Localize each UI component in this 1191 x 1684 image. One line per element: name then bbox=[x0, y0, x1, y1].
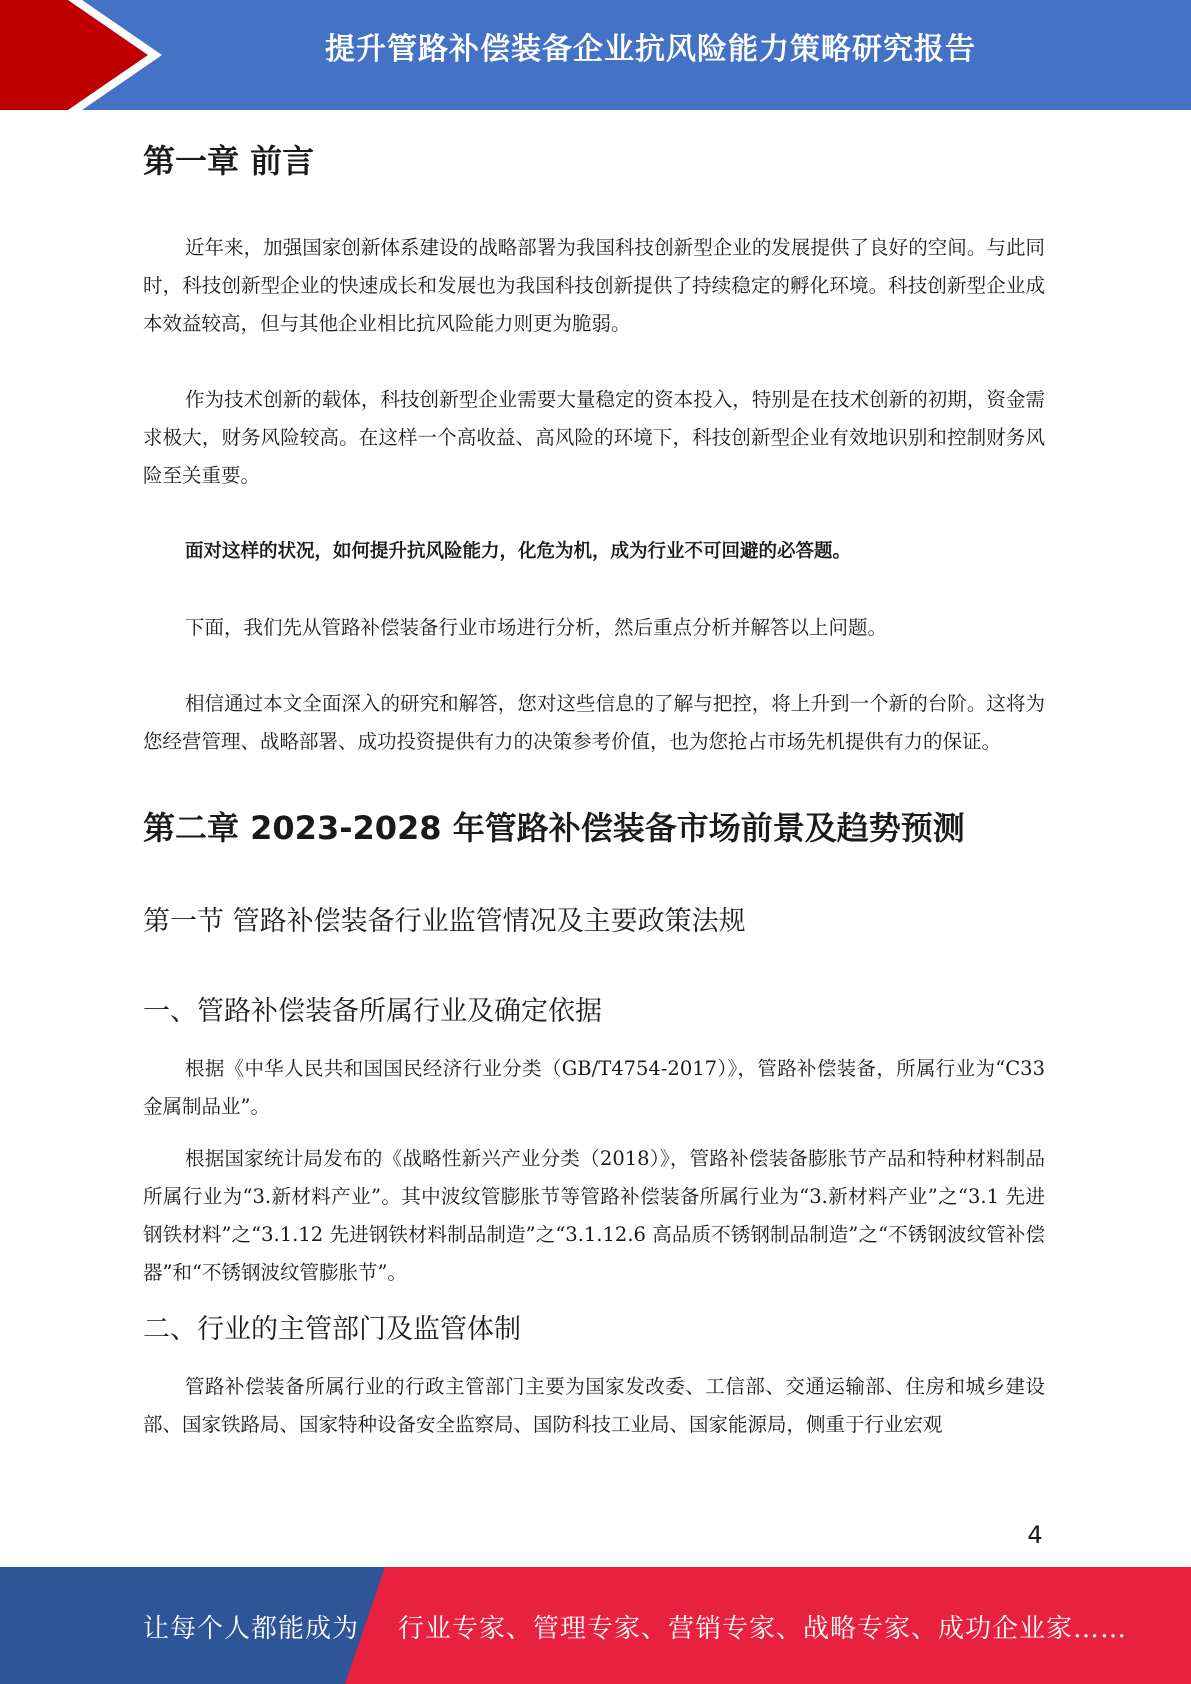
report-title: 提升管路补偿装备企业抗风险能力策略研究报告 bbox=[325, 32, 976, 67]
page-number: 4 bbox=[1027, 1521, 1043, 1549]
subsection2-heading: 二、行业的主管部门及监管体制 bbox=[143, 1314, 521, 1345]
chapter1-paragraph-2: 作为技术创新的载体，科技创新型企业需要大量稳定的资本投入，特别是在技术创新的初期，资金需求极大，财务风险较高。在这样一个高收益、高风险的环境下，科技创新型企业有效地识别和控制财务风险至关重要。 bbox=[143, 388, 1045, 487]
footer-banner bbox=[0, 1567, 1191, 1684]
footer-slogan-right: 行业专家、管理专家、营销专家、战略专家、成功企业家…… bbox=[398, 1614, 1128, 1644]
chapter1-heading: 第一章 前言 bbox=[143, 142, 315, 180]
chapter1-paragraph-1: 近年来，加强国家创新体系建设的战略部署为我国科技创新型企业的发展提供了良好的空间。与此同时，科技创新型企业的快速成长和发展也为我国科技创新提供了持续稳定的孵化环境。科技创新型企业成本效益较高，但与其他企业相比抗风险能力则更为脆弱。 bbox=[143, 236, 1045, 335]
header-banner bbox=[0, 0, 1191, 110]
subsection1-paragraph-1: 根据《中华人民共和国国民经济行业分类（GB/T4754-2017）》，管路补偿装备，所属行业为“C33 金属制品业”。 bbox=[143, 1057, 1045, 1118]
subsection2-paragraph-1: 管路补偿装备所属行业的行政主管部门主要为国家发改委、工信部、交通运输部、住房和城乡建设部、国家铁路局、国家特种设备安全监察局、国防科技工业局、国家能源局，侧重于行业宏观 bbox=[143, 1375, 1045, 1436]
chapter1-paragraph-5: 相信通过本文全面深入的研究和解答，您对这些信息的了解与把控，将上升到一个新的台阶。这将为您经营管理、战略部署、成功投资提供有力的决策参考价值，也为您抢占市场先机提供有力的保证。 bbox=[143, 692, 1045, 753]
chapter2-section1-heading: 第一节 管路补偿装备行业监管情况及主要政策法规 bbox=[143, 906, 746, 937]
subsection1-heading: 一、管路补偿装备所属行业及确定依据 bbox=[143, 996, 602, 1027]
chapter2-heading: 第二章 2023-2028 年管路补偿装备市场前景及趋势预测 bbox=[143, 809, 965, 847]
chapter1-paragraph-4: 下面，我们先从管路补偿装备行业市场进行分析，然后重点分析并解答以上问题。 bbox=[185, 616, 888, 639]
chapter1-paragraph-3: 面对这样的状况，如何提升抗风险能力，化危为机，成为行业不可回避的必答题。 bbox=[185, 541, 852, 562]
page-content bbox=[143, 130, 1045, 1444]
subsection1-paragraph-2: 根据国家统计局发布的《战略性新兴产业分类（2018）》，管路补偿装备膨胀节产品和特种材料制品所属行业为“3.新材料产业”。其中波纹管膨胀节等管路补偿装备所属行业为“3.新材料产业”之“3.1 先进钢铁材料”之“3.1.12 先进钢铁材料制品制造”之“3.1.12.6 高品质不锈钢制品制造”之“不锈钢波纹管补偿器”和“不锈钢波纹管膨胀节”。 bbox=[143, 1147, 1045, 1284]
footer-slogan-left: 让每个人都能成为 bbox=[143, 1614, 360, 1644]
